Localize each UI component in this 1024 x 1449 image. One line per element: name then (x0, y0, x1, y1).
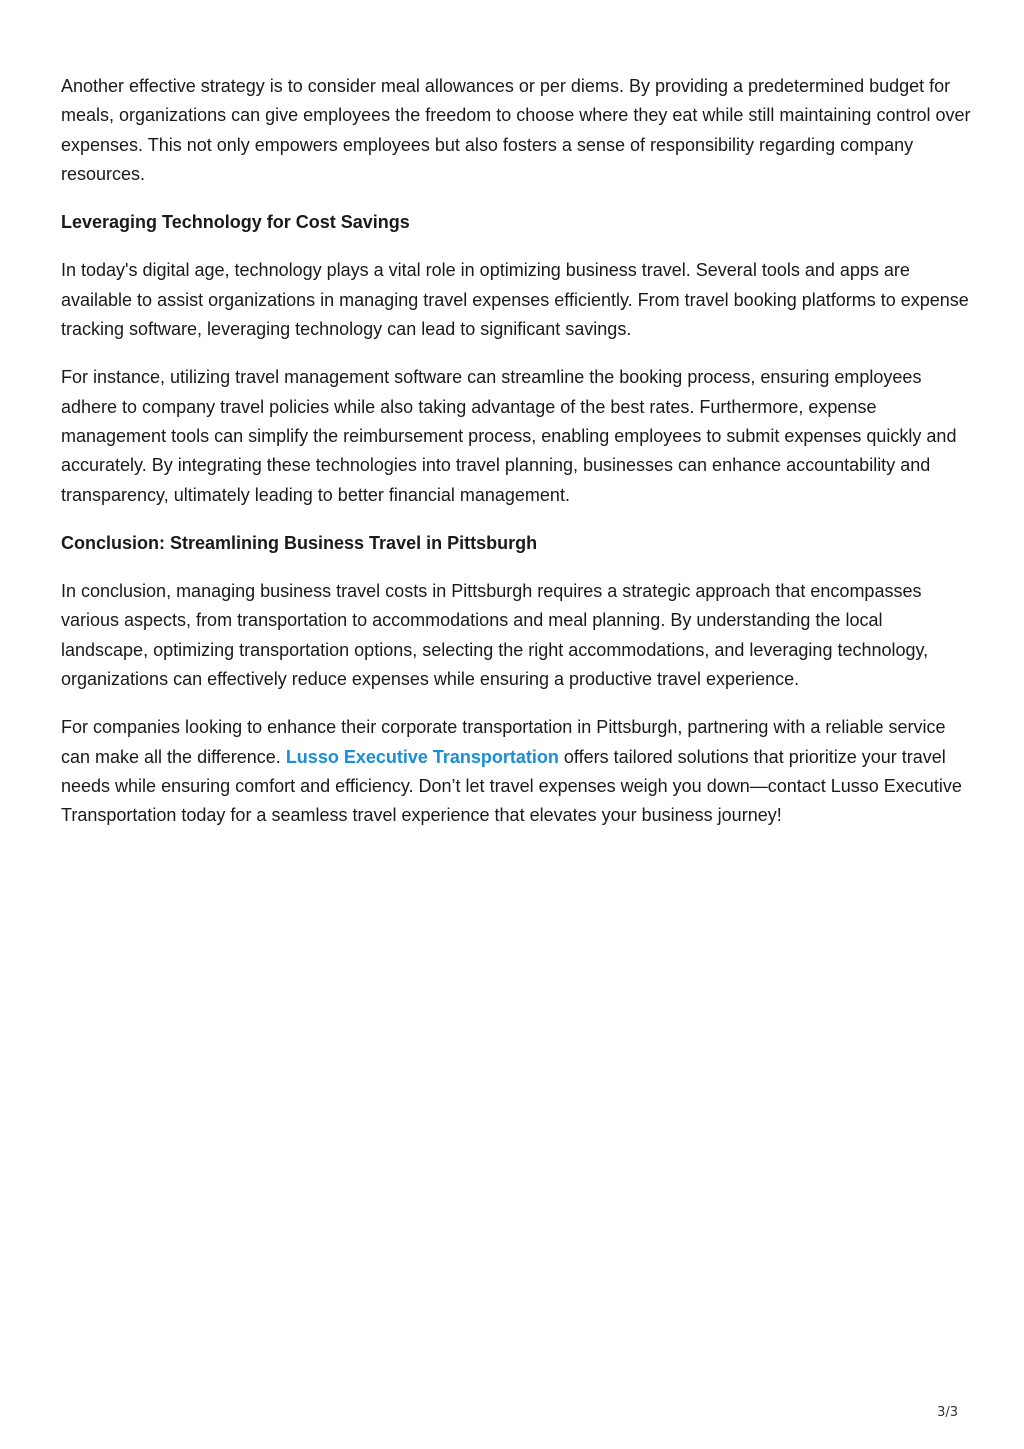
paragraph-conclusion: In conclusion, managing business travel costs in Pittsburgh requires a strategic approach that encompasses various aspects, from transportation to accommodations and meal planning. By understanding the local landscape, optimizing transportation options, selecting the right accommodations, and leveraging technology, organizations can effectively reduce expenses while ensuring a productive travel experience. (61, 581, 929, 690)
paragraph-travel-management-software: For instance, utilizing travel management software can streamline the booking process, ensuring employees adhere to company travel policies while also taking advantage of the best rates. Furthermore, expense management tools can simplify the reimbursement process, enabling employees to submit expenses quickly and accurately. By integrating these technologies into travel planning, businesses can enhance accountability and transparency, ultimately leading to better financial management. (61, 367, 957, 505)
lusso-executive-transportation-link[interactable]: Lusso Executive Transportation (285, 746, 559, 767)
document-body (61, 72, 971, 850)
paragraph-meal-allowances: Another effective strategy is to consider meal allowances or per diems. By providing a predetermined budget for meals, organizations can give employees the freedom to choose where they eat while still maintaining control over expenses. This not only empowers employees but also fosters a sense of responsibility regarding company resources. (61, 76, 971, 184)
cta-text-before-link: For companies looking to enhance their corporate transportation in Pittsburgh, partnering with a reliable service can make all the difference. (61, 717, 946, 767)
heading-leveraging-technology: Leveraging Technology for Cost Savings (61, 212, 410, 233)
paragraph-digital-age: In today's digital age, technology plays a vital role in optimizing business travel. Several tools and apps are available to assist organizations in managing travel expenses efficiently. From travel booking platforms to expense tracking software, leveraging technology can lead to significant savings. (61, 260, 969, 340)
page-number: 3/3 (937, 1405, 958, 1420)
cta-text-after-link: offers tailored solutions that prioritize your travel needs while ensuring comfort and efficiency. Don’t let travel expenses weigh you down—contact Lusso Executive Transportation today for a seamless travel experience that elevates your business journey! (61, 746, 962, 826)
paragraph-call-to-action (61, 713, 971, 830)
heading-conclusion: Conclusion: Streamlining Business Travel in Pittsburgh (61, 532, 538, 553)
